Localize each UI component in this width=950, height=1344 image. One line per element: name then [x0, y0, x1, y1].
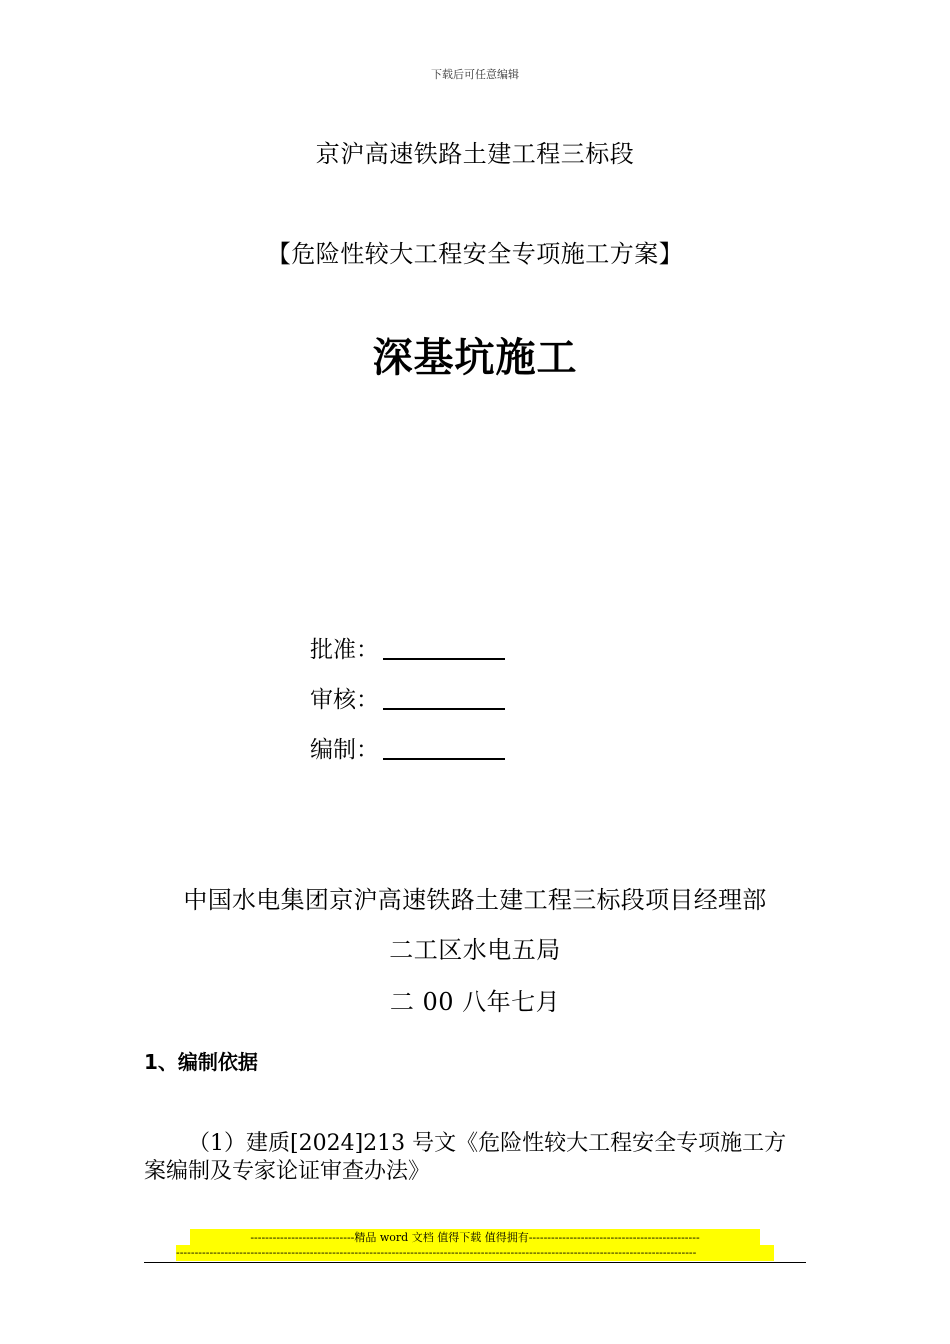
signature-row-review: [310, 680, 505, 714]
sub-organization-name: 二工区水电五局: [389, 936, 561, 964]
signature-label-approve: 批准：: [310, 637, 379, 663]
footer-banner-line-2: --------------------------------------------------------------------------------------------------------------------------------------------: [176, 1245, 774, 1261]
document-date: 二 00 八年七月: [389, 988, 561, 1016]
signature-blank-line: [383, 658, 505, 660]
document-title: 深基坑施工: [372, 335, 578, 381]
footer-divider: [144, 1262, 806, 1263]
signature-row-compile: [310, 730, 505, 764]
organization-name: 中国水电集团京沪高速铁路土建工程三标段项目经理部: [183, 886, 767, 914]
signature-blank-line: [383, 758, 505, 760]
signature-label-compile: 编制：: [310, 737, 379, 763]
signature-blank-line: [383, 708, 505, 710]
download-note: 下载后可任意编辑: [431, 68, 519, 81]
section-heading: 1、编制依据: [144, 1050, 258, 1074]
footer-banner-line-1: ----------------------------精品 word 文档 值得下载 值得拥有----------------------------------------------: [190, 1229, 760, 1246]
plan-type-heading: 【危险性较大工程安全专项施工方案】: [266, 240, 684, 268]
project-line: 京沪高速铁路土建工程三标段: [315, 140, 635, 168]
signature-label-review: 审核：: [310, 687, 379, 713]
basis-item: （1）建质[2024]213 号文《危险性较大工程安全专项施工方案编制及专家论证审查办法》: [144, 1131, 787, 1184]
signature-row-approve: [310, 630, 505, 664]
